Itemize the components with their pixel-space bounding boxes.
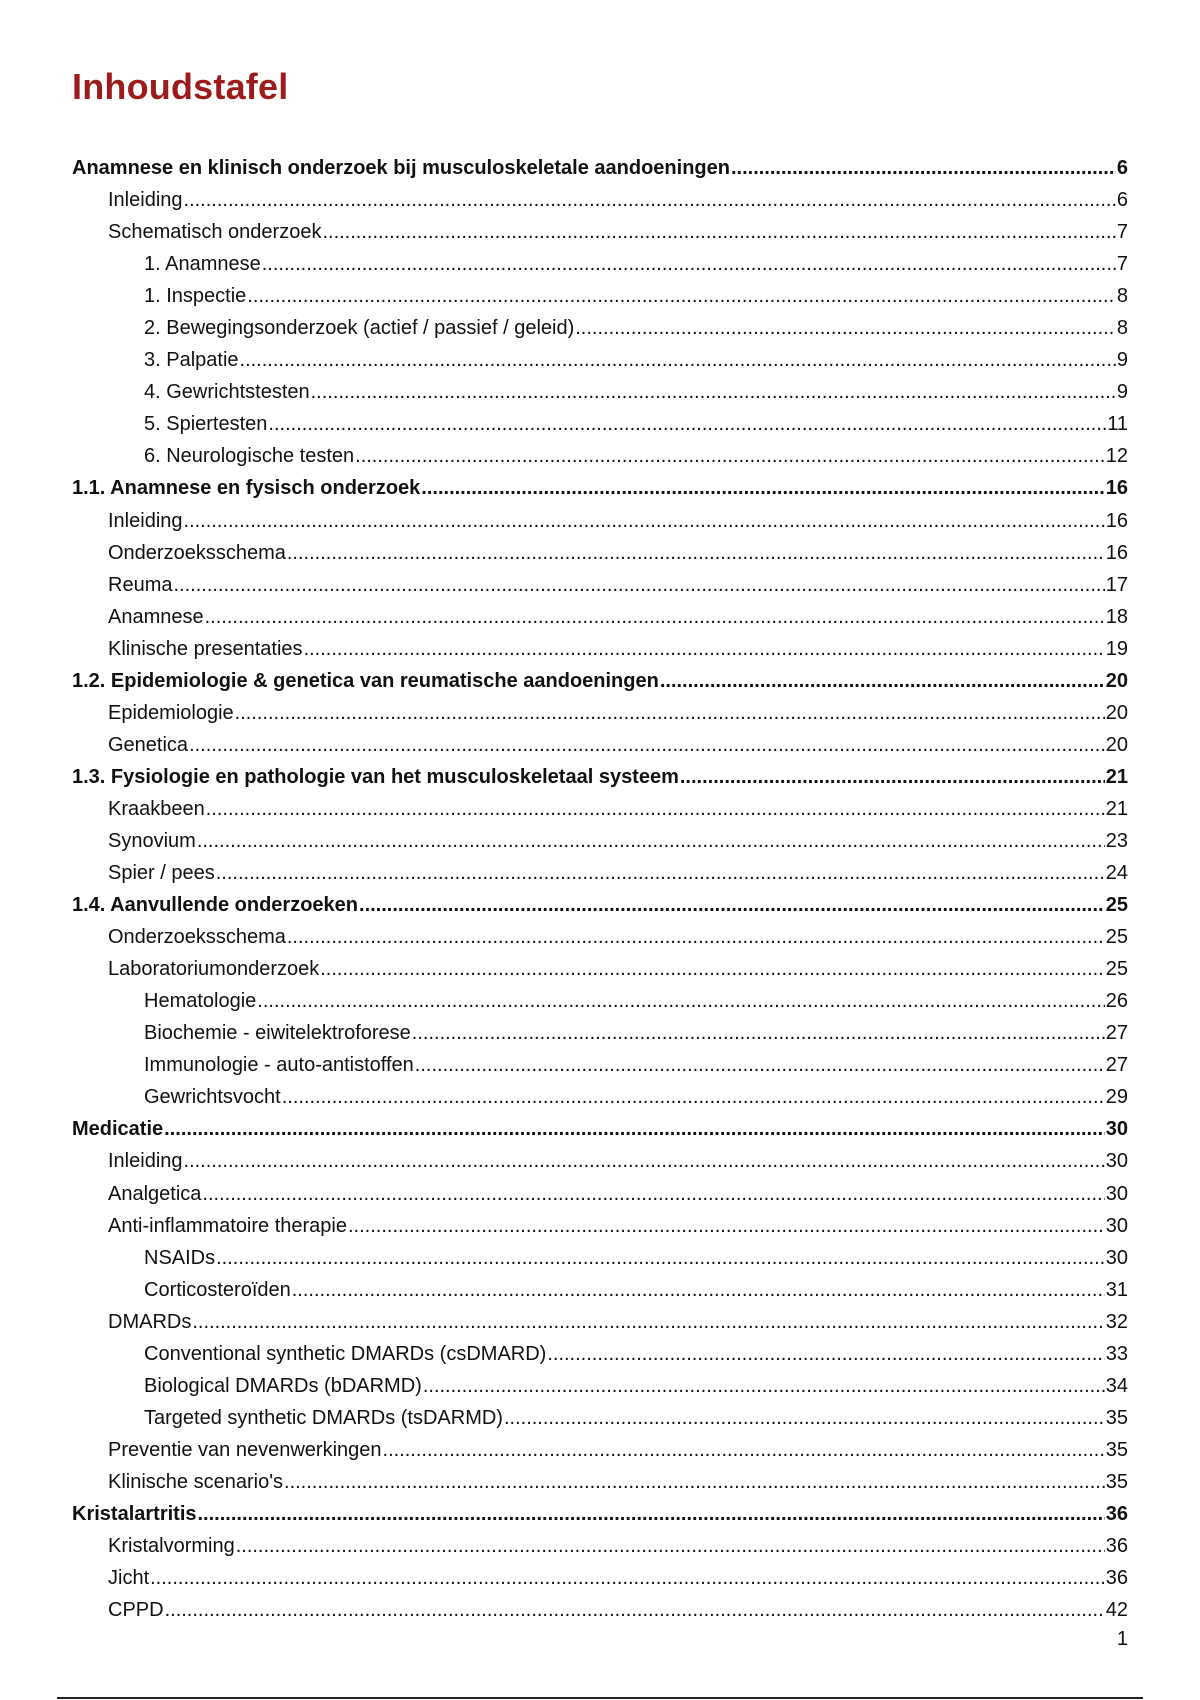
toc-entry[interactable] [72, 152, 1128, 184]
toc-entry-page: 36 [1105, 1535, 1128, 1558]
toc-entry[interactable] [72, 1306, 1128, 1338]
toc-entry[interactable] [72, 1049, 1128, 1081]
toc-entry-page: 6 [1116, 157, 1128, 179]
toc-entry-label: 1. Inspectie [144, 285, 247, 308]
toc-dot-leader [216, 857, 1105, 889]
toc-entry-label: Biochemie - eiwitelektroforese [144, 1022, 411, 1045]
toc-dot-leader [322, 216, 1115, 248]
toc-entry-label: Klinische scenario's [108, 1470, 284, 1493]
toc-entry[interactable] [72, 1498, 1128, 1530]
toc-dot-leader [660, 665, 1105, 697]
toc-entry-page: 24 [1105, 862, 1128, 885]
toc-entry[interactable] [72, 953, 1128, 985]
toc-dot-leader [547, 1338, 1104, 1370]
toc-entry-page: 25 [1105, 958, 1128, 981]
toc-dot-leader [164, 1113, 1105, 1145]
toc-entry-label: Kristalvorming [108, 1535, 235, 1558]
toc-entry[interactable] [72, 1210, 1128, 1242]
toc-entry-label: Spier / pees [108, 862, 215, 885]
toc-entry[interactable] [72, 761, 1128, 793]
toc-dot-leader [680, 761, 1105, 793]
toc-entry-page: 35 [1105, 1406, 1128, 1429]
page-title: Inhoudstafel [72, 66, 289, 107]
toc-entry[interactable] [72, 921, 1128, 953]
toc-entry-page: 9 [1116, 381, 1128, 404]
toc-entry-label: 2. Bewegingsonderzoek (actief / passief / geleid) [144, 317, 575, 340]
toc-entry-page: 35 [1105, 1470, 1128, 1493]
toc-entry-page: 30 [1105, 1150, 1128, 1173]
toc-entry-page: 7 [1116, 253, 1128, 276]
toc-entry[interactable] [72, 1530, 1128, 1562]
toc-entry[interactable] [72, 376, 1128, 408]
toc-entry-page: 9 [1116, 349, 1128, 372]
toc-entry-label: Kristalartritis [72, 1502, 197, 1525]
toc-entry-label: 1.2. Epidemiologie & genetica van reumatische aandoeningen [72, 669, 659, 692]
toc-entry-label: Kraakbeen [108, 797, 205, 820]
toc-entry-label: Medicatie [72, 1118, 164, 1141]
toc-dot-leader [575, 312, 1116, 344]
toc-entry[interactable] [72, 633, 1128, 665]
toc-entry-label: 5. Spiertesten [144, 413, 268, 436]
toc-entry-page: 7 [1116, 221, 1128, 244]
toc-dot-leader [284, 1466, 1105, 1498]
toc-entry[interactable] [72, 889, 1128, 921]
toc-entry-page: 19 [1105, 637, 1128, 660]
toc-entry-label: Jicht [108, 1567, 150, 1590]
toc-entry-page: 30 [1105, 1214, 1128, 1237]
toc-entry-label: Epidemiologie [108, 701, 234, 724]
toc-entry-label: Inleiding [108, 189, 183, 212]
toc-entry[interactable] [72, 280, 1128, 312]
toc-dot-leader [304, 633, 1105, 665]
toc-entry-label: Targeted synthetic DMARDs (tsDARMD) [144, 1406, 503, 1429]
toc-entry[interactable] [72, 344, 1128, 376]
toc-entry-page: 11 [1107, 413, 1128, 436]
toc-entry[interactable] [72, 505, 1128, 537]
toc-entry[interactable] [72, 601, 1128, 633]
toc-dot-leader [184, 1145, 1105, 1177]
toc-dot-leader [236, 1530, 1105, 1562]
toc-entry[interactable] [72, 1594, 1128, 1626]
table-of-contents [72, 152, 1128, 1626]
toc-entry[interactable] [72, 985, 1128, 1017]
toc-entry-label: Corticosteroïden [144, 1278, 291, 1301]
toc-entry-page: 36 [1105, 1502, 1128, 1525]
toc-entry-label: Schematisch onderzoek [108, 221, 322, 244]
toc-dot-leader [731, 152, 1116, 184]
toc-entry[interactable] [72, 1370, 1128, 1402]
toc-entry-page: 20 [1105, 733, 1128, 756]
toc-entry-page: 16 [1105, 509, 1128, 532]
toc-dot-leader [184, 505, 1105, 537]
toc-entry-label: Onderzoeksschema [108, 926, 286, 949]
toc-entry[interactable] [72, 1242, 1128, 1274]
toc-entry-label: Inleiding [108, 509, 183, 532]
toc-entry-label: Anti-inflammatoire therapie [108, 1214, 347, 1237]
footer-divider [57, 1697, 1143, 1699]
toc-entry[interactable] [72, 825, 1128, 857]
toc-dot-leader [320, 953, 1105, 985]
toc-dot-leader [198, 1498, 1105, 1530]
toc-entry[interactable] [72, 665, 1128, 697]
toc-entry[interactable] [72, 1081, 1128, 1113]
toc-entry-page: 23 [1105, 829, 1128, 852]
toc-entry-page: 12 [1105, 445, 1128, 468]
toc-dot-leader [348, 1210, 1105, 1242]
toc-dot-leader [287, 921, 1105, 953]
toc-entry-label: Hematologie [144, 990, 257, 1013]
toc-entry-page: 31 [1105, 1278, 1128, 1301]
toc-dot-leader [173, 569, 1104, 601]
toc-dot-leader [423, 1370, 1105, 1402]
toc-entry-page: 27 [1105, 1054, 1128, 1077]
toc-dot-leader [412, 1017, 1105, 1049]
toc-dot-leader [268, 408, 1106, 440]
toc-entry-label: Conventional synthetic DMARDs (csDMARD) [144, 1342, 547, 1365]
toc-entry-page: 21 [1105, 797, 1128, 820]
toc-entry[interactable] [72, 312, 1128, 344]
toc-dot-leader [240, 344, 1116, 376]
toc-entry-label: Gewrichtsvocht [144, 1086, 281, 1109]
toc-entry-label: Genetica [108, 733, 189, 756]
toc-entry[interactable] [72, 1274, 1128, 1306]
toc-dot-leader [205, 601, 1105, 633]
toc-entry-page: 36 [1105, 1567, 1128, 1590]
toc-entry-page: 25 [1105, 894, 1128, 917]
toc-entry-page: 17 [1105, 573, 1128, 596]
toc-entry-page: 18 [1105, 605, 1128, 628]
toc-entry-page: 16 [1105, 477, 1128, 500]
toc-entry-label: 3. Palpatie [144, 349, 239, 372]
toc-entry-page: 32 [1105, 1310, 1128, 1333]
toc-entry-page: 33 [1105, 1342, 1128, 1365]
toc-entry[interactable] [72, 440, 1128, 472]
toc-dot-leader [292, 1274, 1105, 1306]
toc-entry-label: Preventie van nevenwerkingen [108, 1438, 382, 1461]
toc-entry[interactable] [72, 1402, 1128, 1434]
toc-entry-page: 20 [1105, 669, 1128, 692]
toc-entry-label: Inleiding [108, 1150, 183, 1173]
toc-entry-page: 34 [1105, 1374, 1128, 1397]
toc-dot-leader [202, 1178, 1104, 1210]
toc-dot-leader [165, 1594, 1105, 1626]
toc-dot-leader [287, 537, 1105, 569]
toc-entry-page: 8 [1116, 317, 1128, 340]
toc-entry[interactable] [72, 569, 1128, 601]
toc-entry-page: 6 [1116, 189, 1128, 212]
toc-dot-leader [415, 1049, 1105, 1081]
toc-dot-leader [216, 1242, 1105, 1274]
toc-entry-page: 35 [1105, 1438, 1128, 1461]
toc-entry-label: 6. Neurologische testen [144, 445, 355, 468]
toc-dot-leader [383, 1434, 1105, 1466]
toc-entry-label: Biological DMARDs (bDARMD) [144, 1374, 422, 1397]
toc-entry-page: 29 [1105, 1086, 1128, 1109]
toc-dot-leader [150, 1562, 1105, 1594]
toc-entry-page: 42 [1105, 1599, 1128, 1622]
toc-entry-label: Analgetica [108, 1182, 202, 1205]
toc-dot-leader [355, 440, 1105, 472]
toc-entry[interactable] [72, 248, 1128, 280]
toc-entry-page: 27 [1105, 1022, 1128, 1045]
toc-entry[interactable] [72, 1113, 1128, 1145]
toc-dot-leader [189, 729, 1105, 761]
toc-entry[interactable] [72, 408, 1128, 440]
toc-dot-leader [197, 825, 1105, 857]
toc-entry-page: 16 [1105, 541, 1128, 564]
toc-entry[interactable] [72, 1178, 1128, 1210]
page-number: 1 [1116, 1628, 1128, 1650]
toc-dot-leader [192, 1306, 1104, 1338]
toc-entry-label: 1.4. Aanvullende onderzoeken [72, 894, 359, 917]
toc-entry-label: Immunologie - auto-antistoffen [144, 1054, 414, 1077]
toc-entry-page: 8 [1116, 285, 1128, 308]
toc-entry[interactable] [72, 1145, 1128, 1177]
toc-entry[interactable] [72, 697, 1128, 729]
toc-entry[interactable] [72, 793, 1128, 825]
toc-dot-leader [282, 1081, 1105, 1113]
toc-dot-leader [504, 1402, 1105, 1434]
toc-entry-label: DMARDs [108, 1310, 192, 1333]
toc-dot-leader [235, 697, 1105, 729]
toc-dot-leader [421, 472, 1104, 504]
toc-entry-label: CPPD [108, 1599, 164, 1622]
toc-entry-label: Laboratoriumonderzoek [108, 958, 320, 981]
toc-entry-page: 21 [1105, 765, 1128, 788]
toc-dot-leader [206, 793, 1105, 825]
toc-dot-leader [311, 376, 1116, 408]
toc-entry-label: Synovium [108, 829, 196, 852]
toc-entry-page: 30 [1105, 1118, 1128, 1141]
toc-entry-label: 1. Anamnese [144, 253, 261, 276]
toc-dot-leader [184, 184, 1116, 216]
toc-dot-leader [359, 889, 1105, 921]
toc-dot-leader [262, 248, 1116, 280]
toc-entry-page: 25 [1105, 926, 1128, 949]
toc-entry[interactable] [72, 1338, 1128, 1370]
toc-entry[interactable] [72, 729, 1128, 761]
toc-entry[interactable] [72, 216, 1128, 248]
toc-entry-label: Reuma [108, 573, 173, 596]
toc-entry-label: Anamnese en klinisch onderzoek bij musculoskeletale aandoeningen [72, 157, 730, 179]
toc-entry-page: 30 [1105, 1182, 1128, 1205]
toc-entry-page: 20 [1105, 701, 1128, 724]
toc-entry[interactable] [72, 1017, 1128, 1049]
toc-entry[interactable] [72, 472, 1128, 504]
toc-entry[interactable] [72, 1466, 1128, 1498]
toc-entry[interactable] [72, 857, 1128, 889]
toc-entry-label: 4. Gewrichtstesten [144, 381, 310, 404]
toc-entry[interactable] [72, 1434, 1128, 1466]
toc-entry-page: 30 [1105, 1246, 1128, 1269]
toc-entry[interactable] [72, 1562, 1128, 1594]
toc-entry-label: 1.3. Fysiologie en pathologie van het musculoskeletaal systeem [72, 765, 679, 788]
toc-entry-label: Onderzoeksschema [108, 541, 286, 564]
toc-entry-label: NSAIDs [144, 1246, 216, 1269]
toc-dot-leader [247, 280, 1116, 312]
toc-entry-label: Anamnese [108, 605, 204, 628]
toc-entry[interactable] [72, 184, 1128, 216]
toc-entry-page: 26 [1105, 990, 1128, 1013]
toc-entry-label: 1.1. Anamnese en fysisch onderzoek [72, 477, 421, 500]
toc-entry[interactable] [72, 537, 1128, 569]
toc-dot-leader [257, 985, 1104, 1017]
toc-entry-label: Klinische presentaties [108, 637, 303, 660]
